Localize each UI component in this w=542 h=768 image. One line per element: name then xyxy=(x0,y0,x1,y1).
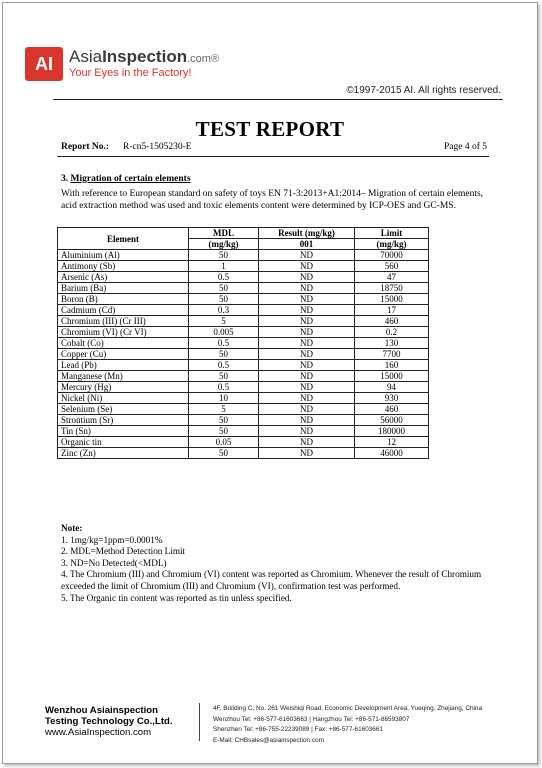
cell-result: ND xyxy=(259,404,355,415)
logo-tagline: Your Eyes in the Factory! xyxy=(69,67,192,79)
cell-limit: 130 xyxy=(355,338,429,349)
cell-element: Arsenic (As) xyxy=(58,272,189,283)
cell-limit: 560 xyxy=(355,261,429,272)
cell-limit: 47 xyxy=(355,272,429,283)
cell-result: ND xyxy=(259,261,355,272)
cell-element: Organic tin xyxy=(58,437,189,448)
cell-limit: 0.2 xyxy=(355,327,429,338)
logo-badge: AI xyxy=(25,47,63,81)
section-title-text: Migration of certain elements xyxy=(70,174,191,184)
cell-result: ND xyxy=(259,382,355,393)
cell-result: ND xyxy=(259,338,355,349)
section-number: 3. xyxy=(61,174,69,184)
cell-result: ND xyxy=(259,316,355,327)
footer-website-link[interactable]: www.AsiaInspection.com xyxy=(45,727,152,738)
footer-phone-line1: Wenzhou Tel: +86-577-61603663 | Hangzhou Tel: +86-571-86593807 xyxy=(213,715,410,723)
cell-mdl: 50 xyxy=(189,448,259,459)
table-row xyxy=(58,294,429,305)
results-table xyxy=(57,227,429,459)
cell-result: ND xyxy=(259,426,355,437)
table-row xyxy=(58,250,429,261)
table-row xyxy=(58,272,429,283)
logo-name-suffix: .com xyxy=(187,53,211,65)
cell-mdl: 50 xyxy=(189,371,259,382)
cell-limit: 94 xyxy=(355,382,429,393)
note-item: 1. 1mg/kg=1ppm=0.0001% xyxy=(61,534,163,545)
cell-result: ND xyxy=(259,448,355,459)
section-title xyxy=(61,174,191,184)
cell-element: Strontium (Sr) xyxy=(58,415,189,426)
table-row xyxy=(58,261,429,272)
cell-limit: 460 xyxy=(355,404,429,415)
table-body xyxy=(58,250,429,459)
cell-limit: 180000 xyxy=(355,426,429,437)
cell-element: Boron (B) xyxy=(58,294,189,305)
cell-mdl: 0.5 xyxy=(189,338,259,349)
cell-mdl: 50 xyxy=(189,250,259,261)
report-page xyxy=(2,2,538,764)
cell-element: Tin (Sn) xyxy=(58,426,189,437)
cell-mdl: 0.5 xyxy=(189,360,259,371)
cell-element: Selenium (Se) xyxy=(58,404,189,415)
footer-phone-line2: Shenzhen Tel: +86-755-22239089 | Fax: +86-577-61603661 xyxy=(213,726,383,733)
notes-heading: Note: xyxy=(61,523,83,533)
cell-mdl: 50 xyxy=(189,415,259,426)
cell-limit: 12 xyxy=(355,437,429,448)
logo-name-bold: Inspection xyxy=(102,47,188,66)
table-row xyxy=(58,338,429,349)
cell-result: ND xyxy=(259,437,355,448)
cell-mdl: 0.05 xyxy=(189,437,259,448)
page-info: Page 4 of 5 xyxy=(443,142,487,152)
table-row xyxy=(58,305,429,316)
cell-element: Chromium (VI) (Cr VI) xyxy=(58,327,189,338)
table-row xyxy=(58,382,429,393)
logo-name-thin: Asia xyxy=(69,47,103,66)
cell-mdl: 50 xyxy=(189,426,259,437)
cell-element: Barium (Ba) xyxy=(58,283,189,294)
header-mdl-unit: (mg/kg) xyxy=(189,239,259,250)
cell-result: ND xyxy=(259,393,355,404)
header-result: Result (mg/kg) xyxy=(259,228,355,239)
table-header-row xyxy=(58,228,429,239)
cell-result: ND xyxy=(259,272,355,283)
cell-result: ND xyxy=(259,250,355,261)
header-result-sample: 001 xyxy=(259,239,355,250)
cell-mdl: 0.005 xyxy=(189,327,259,338)
cell-element: Copper (Cu) xyxy=(58,349,189,360)
header-limit-unit: (mg/kg) xyxy=(355,239,429,250)
cell-element: Manganese (Mn) xyxy=(58,371,189,382)
cell-element: Chromium (III) (Cr III) xyxy=(58,316,189,327)
cell-limit: 46000 xyxy=(355,448,429,459)
table-row xyxy=(58,448,429,459)
header-limit: Limit xyxy=(355,228,429,239)
note-item: 5. The Organic tin content was reported as tin unless specified. xyxy=(61,592,292,603)
cell-limit: 18750 xyxy=(355,283,429,294)
cell-result: ND xyxy=(259,360,355,371)
report-no-label: Report No.: xyxy=(61,142,110,152)
footer-company xyxy=(45,705,173,738)
cell-result: ND xyxy=(259,283,355,294)
title-divider xyxy=(57,156,489,157)
cell-result: ND xyxy=(259,294,355,305)
note-item: 2. MDL=Method Detection Limit xyxy=(61,546,186,557)
cell-result: ND xyxy=(259,349,355,360)
cell-limit: 930 xyxy=(355,393,429,404)
cell-limit: 15000 xyxy=(355,371,429,382)
cell-limit: 56000 xyxy=(355,415,429,426)
cell-limit: 70000 xyxy=(355,250,429,261)
cell-mdl: 0.3 xyxy=(189,305,259,316)
cell-result: ND xyxy=(259,305,355,316)
table-row xyxy=(58,415,429,426)
note-item: 3. ND=No Detected(<MDL) xyxy=(61,557,167,568)
table-row xyxy=(58,371,429,382)
notes-section xyxy=(61,523,501,604)
note-item: 4. The Chromium (III) and Chromium (VI) content was reported as Chromium. Whenever the result of Chromium exceeded the limit of Chromium (III) and Chromium (VI), confirmation test was performed. xyxy=(61,569,482,591)
cell-element: Zinc (Zn) xyxy=(58,448,189,459)
table-row xyxy=(58,349,429,360)
cell-mdl: 5 xyxy=(189,404,259,415)
cell-limit: 160 xyxy=(355,360,429,371)
footer-company-line2: Testing Technology Co.,Ltd. xyxy=(45,716,173,727)
cell-mdl: 50 xyxy=(189,294,259,305)
table-row xyxy=(58,404,429,415)
report-title: TEST REPORT xyxy=(195,117,345,141)
footer-divider xyxy=(199,703,200,741)
cell-element: Cadmium (Cd) xyxy=(58,305,189,316)
cell-result: ND xyxy=(259,371,355,382)
report-no-value: R-cn5-1505230-E xyxy=(123,142,192,152)
header-element: Element xyxy=(58,228,189,250)
table-row xyxy=(58,327,429,338)
table-row xyxy=(58,393,429,404)
cell-result: ND xyxy=(259,415,355,426)
cell-element: Nickel (Ni) xyxy=(58,393,189,404)
asiainspection-logo xyxy=(25,47,225,83)
table-row xyxy=(58,360,429,371)
cell-element: Lead (Pb) xyxy=(58,360,189,371)
cell-mdl: 50 xyxy=(189,349,259,360)
cell-mdl: 5 xyxy=(189,316,259,327)
table-row xyxy=(58,426,429,437)
footer-email[interactable]: E-Mail: CHBsales@asiainspection.com xyxy=(213,736,324,744)
cell-limit: 460 xyxy=(355,316,429,327)
table-row xyxy=(58,283,429,294)
footer-contact xyxy=(213,704,482,746)
logo-name xyxy=(69,47,219,67)
cell-mdl: 0.5 xyxy=(189,272,259,283)
section-intro: With reference to European standard on safety of toys EN 71-3:2013+A1:2014– Migration of certain elements, acid extraction method was used and toxic elements content were determined by ICP-OES and GC-MS. xyxy=(61,189,484,211)
footer-company-line1: Wenzhou Asiainspection xyxy=(45,705,159,716)
header-divider xyxy=(53,99,503,100)
cell-element: Aluminium (Al) xyxy=(58,250,189,261)
cell-element: Antimony (Sb) xyxy=(58,261,189,272)
table-row xyxy=(58,437,429,448)
cell-element: Mercury (Hg) xyxy=(58,382,189,393)
cell-mdl: 1 xyxy=(189,261,259,272)
table-row xyxy=(58,316,429,327)
footer-address: 4F, Building C, No. 261 Weishiqi Road, Economic Development Area, Yueqing, Zhejiang, China xyxy=(213,705,483,712)
logo-trademark: ® xyxy=(210,53,220,65)
cell-limit: 17 xyxy=(355,305,429,316)
cell-mdl: 0.5 xyxy=(189,382,259,393)
copyright-text: ©1997-2015 AI. All rights reserved. xyxy=(346,85,501,96)
cell-result: ND xyxy=(259,327,355,338)
cell-element: Cobalt (Co) xyxy=(58,338,189,349)
cell-mdl: 50 xyxy=(189,283,259,294)
cell-limit: 7700 xyxy=(355,349,429,360)
cell-limit: 15000 xyxy=(355,294,429,305)
cell-mdl: 10 xyxy=(189,393,259,404)
header-mdl: MDL xyxy=(189,228,259,239)
